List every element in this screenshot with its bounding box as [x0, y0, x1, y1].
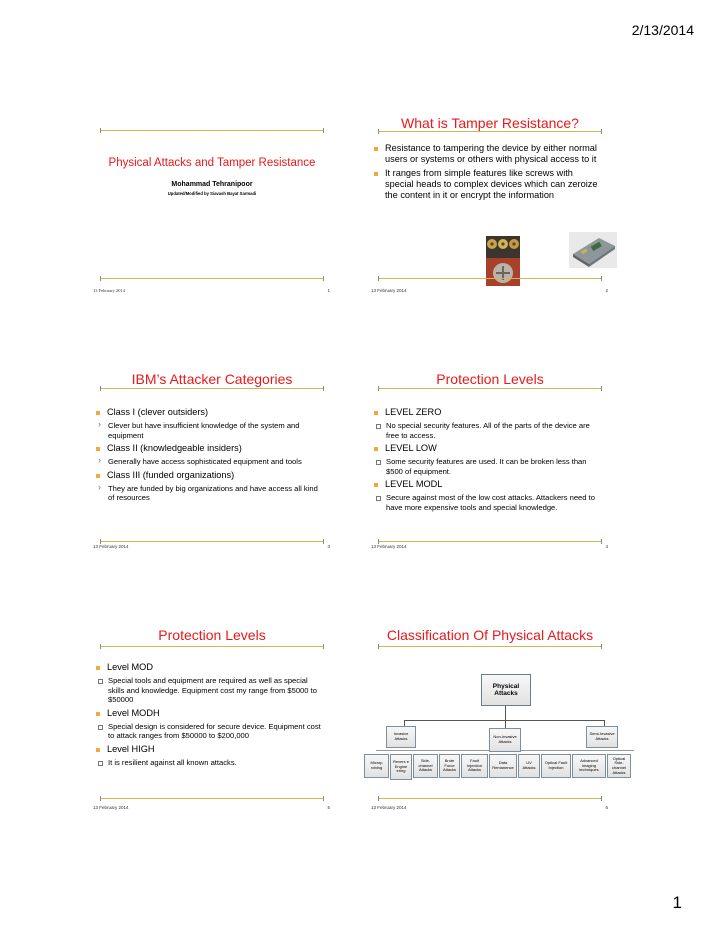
bullet-item: Class III (funded organizations) — [94, 470, 326, 481]
slide-title: Protection Levels — [158, 627, 266, 643]
sub-bullet-item: No special security features. All of the parts of the device are free to access. — [372, 421, 604, 440]
connector-line — [505, 720, 506, 728]
tamper-resistant-device-photo — [569, 232, 617, 268]
node-microprobing: Microp robing — [364, 754, 389, 778]
slide-3 — [86, 362, 338, 552]
node-brute-force-attacks: Brute Force Attacks — [439, 754, 460, 778]
node-physical-attacks: Physical Attacks — [481, 674, 531, 706]
sub-bullet-item: › Generally have access sophisticated equipment and tools — [94, 457, 326, 467]
slide-6 — [364, 622, 626, 812]
author-subtitle: Updated/Modified by Siavash Bayat Sarmadi — [167, 191, 257, 196]
slide-footer-date: 13 February 2014 — [93, 288, 125, 293]
node-side-channel-attacks: Side-channel Attacks — [413, 754, 438, 778]
bullet-item: Level MOD — [94, 662, 326, 673]
slide-rule-top — [100, 388, 324, 389]
page-number: 1 — [672, 893, 682, 912]
sub-bullet-item: Special design is considered for secure device. Equipment cost to attack ranges from $50000 to $200,000 — [94, 722, 326, 741]
node-invasive-attacks: Invasive Attacks — [386, 726, 416, 748]
bullet-item: It ranges from simple features like screws with special heads to complex devices which can zeroize the content in it or encrypt the information — [372, 168, 604, 201]
node-non-invasive-attacks: Non-Invasive Attacks — [489, 728, 521, 752]
sub-bullet-item: Secure against most of the low cost attacks. Attackers need to have more expensive tools and special knowledge. — [372, 493, 604, 512]
bullet-item: Class I (clever outsiders) — [94, 407, 326, 418]
connector-line — [505, 706, 506, 720]
node-optical-side-channel-attacks: Optical Side-channel Attacks — [607, 754, 631, 778]
slide-footer-number: 1 — [327, 288, 330, 293]
node-semi-invasive-attacks: Semi-Invasive Attacks — [586, 726, 618, 748]
slide-rule-top — [100, 130, 324, 131]
bullet-item: Level MODH — [94, 708, 326, 719]
node-optical-fault-injection: Optical Fault Injection — [541, 754, 571, 778]
slide-rule-bottom — [378, 541, 602, 542]
slide-5 — [86, 622, 338, 812]
slide-title: Physical Attacks and Tamper Resistance — [108, 157, 316, 169]
slide-rule-top — [378, 646, 602, 647]
sub-bullet-item: › Clever but have insufficient knowledge of the system and equipment — [94, 421, 326, 440]
bullet-item: LEVEL ZERO — [372, 407, 604, 418]
slide-rule-bottom — [100, 278, 324, 279]
node-advanced-imaging-techniques: Advanced imaging techniques — [572, 754, 606, 778]
slide-footer-number: 4 — [605, 544, 608, 549]
bullet-item: Class II (knowledgeable insiders) — [94, 443, 326, 454]
slide-footer-date: 13 February 2014 — [93, 544, 129, 549]
slide-1 — [86, 110, 338, 300]
node-uv-attacks: UV Attacks — [518, 754, 540, 778]
slide-rule-top — [100, 646, 324, 647]
sub-bullet-item: › They are funded by big organizations and have access all kind of resources — [94, 484, 326, 503]
author-name: Mohammad Tehranipoor — [171, 181, 253, 188]
node-reverse-engineering: Revers e Engine ering — [390, 754, 412, 780]
sub-bullet-item: Some security features are used. It can be broken less than $500 of equipment. — [372, 457, 604, 476]
slide-rule-top — [378, 388, 602, 389]
slide-title: IBM’s Attacker Categories — [131, 371, 293, 387]
bullet-item: LEVEL LOW — [372, 443, 604, 454]
slide-footer-number: 2 — [605, 288, 608, 293]
slide-rule-top — [378, 131, 602, 132]
node-fault-injection-attacks: Fault Injection Attacks — [461, 754, 488, 778]
slide-footer-number: 5 — [327, 805, 330, 810]
bullet-item: Resistance to tampering the device by either normal users or systems or others with physical access to it — [372, 143, 604, 165]
slide-rule-bottom — [378, 798, 602, 799]
node-data-remanence: Data Remanence — [489, 754, 517, 778]
sub-bullet-item: It is resilient against all known attacks. — [94, 758, 326, 768]
slide-footer-date: 13 February 2014 — [371, 544, 407, 549]
slide-title: What is Tamper Resistance? — [401, 115, 579, 131]
slide-rule-bottom — [100, 541, 324, 542]
slide-footer-number: 3 — [327, 544, 330, 549]
slide-footer-number: 6 — [605, 805, 608, 810]
slide-title: Classification Of Physical Attacks — [386, 627, 594, 643]
slide-footer-date: 13 February 2014 — [93, 805, 129, 810]
bullet-item: Level HIGH — [94, 744, 326, 755]
slide-title: Protection Levels — [436, 371, 544, 387]
slide-2 — [364, 110, 616, 300]
slide-footer-date: 13 February 2014 — [371, 288, 407, 293]
page-date: 2/13/2014 — [631, 22, 694, 38]
sub-bullet-item: Special tools and equipment are required as well as special skills and knowledge. Equipment cost my range from $5000 to $50000 — [94, 676, 326, 705]
slide-rule-bottom — [100, 798, 324, 799]
bullet-item: LEVEL MODL — [372, 479, 604, 490]
slide-footer-date: 13 February 2014 — [371, 805, 407, 810]
connector-line — [404, 720, 604, 721]
slide-4 — [364, 362, 616, 552]
slide-rule-bottom — [378, 278, 602, 279]
